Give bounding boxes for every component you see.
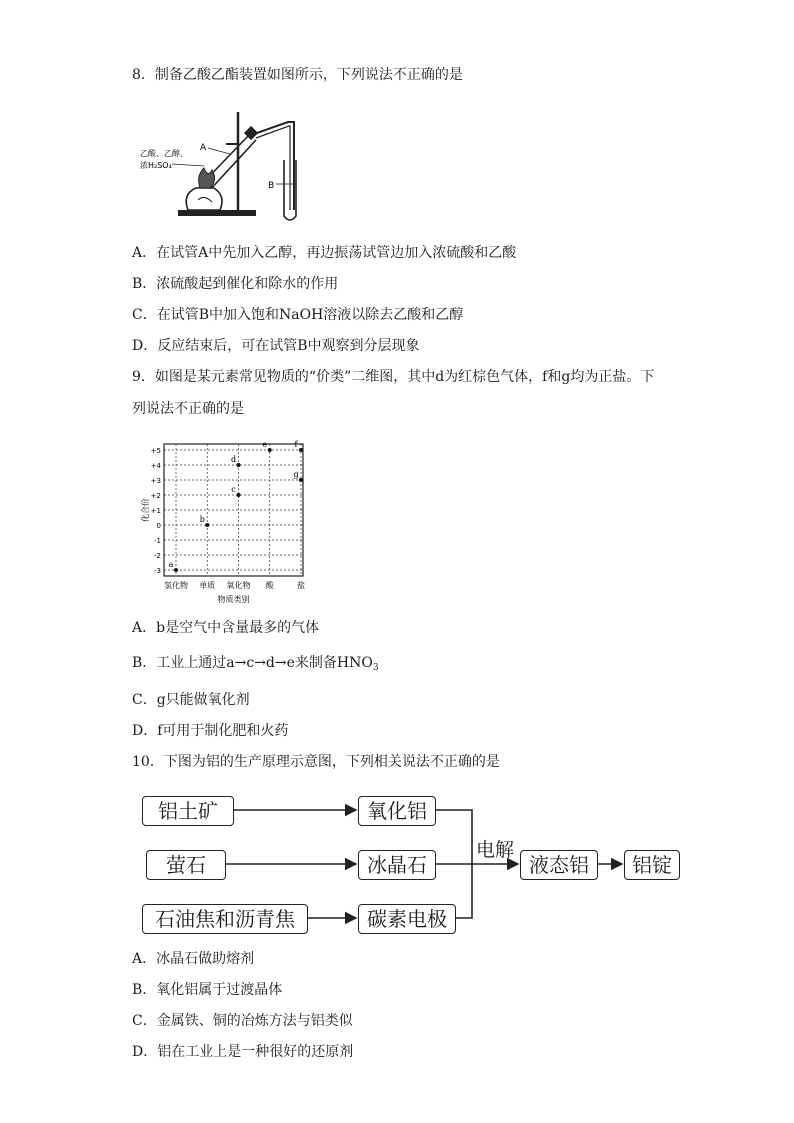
q8-option-a: A．在试管A中先加入乙醇，再边振荡试管边加入浓硫酸和乙酸 — [132, 245, 517, 261]
label-a: A — [200, 143, 207, 153]
flow-box-al-ingot: 铝锭 — [624, 850, 680, 880]
alcohol-lamp — [186, 168, 222, 210]
y-tick-label: +5 — [150, 447, 161, 455]
q10-stem: 10．下图为铝的生产原理示意图，下列相关说法不正确的是 — [132, 754, 500, 770]
flow-box-alumina: 氧化铝 — [358, 796, 436, 826]
flow-box-fluorite: 萤石 — [146, 850, 226, 880]
q8-option-b: B．浓硫酸起到催化和除水的作用 — [132, 276, 339, 292]
q9-option-a: A．b是空气中含量最多的气体 — [132, 620, 320, 636]
y-axis-title: 化合价 — [141, 498, 150, 522]
point-e — [268, 448, 272, 452]
point-c — [237, 493, 241, 497]
flow-box-cryolite: 冰晶石 — [358, 850, 436, 880]
q9-option-d: D．f可用于制化肥和火药 — [132, 723, 289, 739]
point-label-e: e — [262, 440, 268, 449]
flow-box-liquid-al: 液态铝 — [520, 850, 598, 880]
point-b — [205, 523, 209, 527]
point-label-d: d — [230, 455, 237, 464]
y-tick-label: +4 — [150, 462, 161, 470]
q9-option-b: B．工业上通过a→c→d→e来制备$HNO_3$ — [132, 655, 379, 673]
q8-stem: 8．制备乙酸乙酯装置如图所示，下列说法不正确的是 — [132, 67, 463, 83]
q9-stem-line2: 列说法不正确的是 — [132, 401, 244, 417]
point-g — [299, 478, 303, 482]
q8-option-d: D．反应结束后，可在试管B中观察到分层现象 — [132, 338, 420, 354]
q10-option-a: A．冰晶石做助熔剂 — [132, 951, 255, 967]
y-tick-label: 0 — [156, 522, 161, 530]
q9-stem-line1: 9．如图是某元素常见物质的“价类”二维图，其中d为红棕色气体，f和g均为正盐。下 — [132, 369, 655, 385]
q8-apparatus-figure — [138, 104, 328, 226]
point-label-b: b — [199, 515, 205, 524]
point-a — [174, 568, 178, 572]
q8-option-c: C．在试管B中加入饱和NaOH溶液以除去乙酸和乙醇 — [132, 307, 464, 323]
x-category-label: 酸 — [265, 581, 274, 590]
x-category-label: 单质 — [199, 581, 216, 590]
y-tick-label: -2 — [154, 552, 161, 560]
q10-option-d: D．铝在工业上是一种很好的还原剂 — [132, 1044, 354, 1060]
flow-box-coke: 石油焦和沥青焦 — [142, 904, 308, 934]
reagent-label-1: 乙酸、乙醇、 — [140, 149, 188, 158]
reagent-label-2: 浓H₂SO₄ — [140, 161, 172, 170]
x-category-label: 氧化物 — [226, 581, 251, 590]
x-category-label: 盐 — [297, 581, 305, 590]
y-tick-label: -3 — [154, 567, 161, 575]
x-axis-title: 物质类别 — [217, 595, 250, 604]
x-category-label: 氢化物 — [164, 581, 188, 590]
q10-flowchart — [130, 788, 690, 938]
y-tick-label: -1 — [154, 537, 161, 545]
point-label-c: c — [231, 485, 236, 494]
stand-base — [178, 210, 256, 216]
flow-label-electrolysis: 电解 — [476, 839, 515, 861]
q9-option-c: C．g只能做氧化剂 — [132, 692, 250, 708]
point-label-g: g — [293, 470, 299, 479]
label-b: B — [268, 181, 275, 191]
flow-box-bauxite: 铝土矿 — [142, 796, 234, 826]
point-label-a: a — [168, 560, 174, 569]
y-tick-label: +1 — [150, 507, 161, 515]
q10-option-c: C．金属铁、铜的冶炼方法与铝类似 — [132, 1013, 353, 1029]
y-tick-label: +3 — [150, 477, 161, 485]
flow-box-carbon-electrode: 碳素电极 — [358, 904, 456, 934]
y-tick-label: +2 — [150, 492, 161, 500]
point-f — [299, 448, 303, 452]
point-label-f: f — [294, 440, 298, 449]
q10-option-b: B．氧化铝属于过渡晶体 — [132, 982, 283, 998]
q9-valence-chart — [138, 440, 323, 605]
point-d — [237, 463, 241, 467]
